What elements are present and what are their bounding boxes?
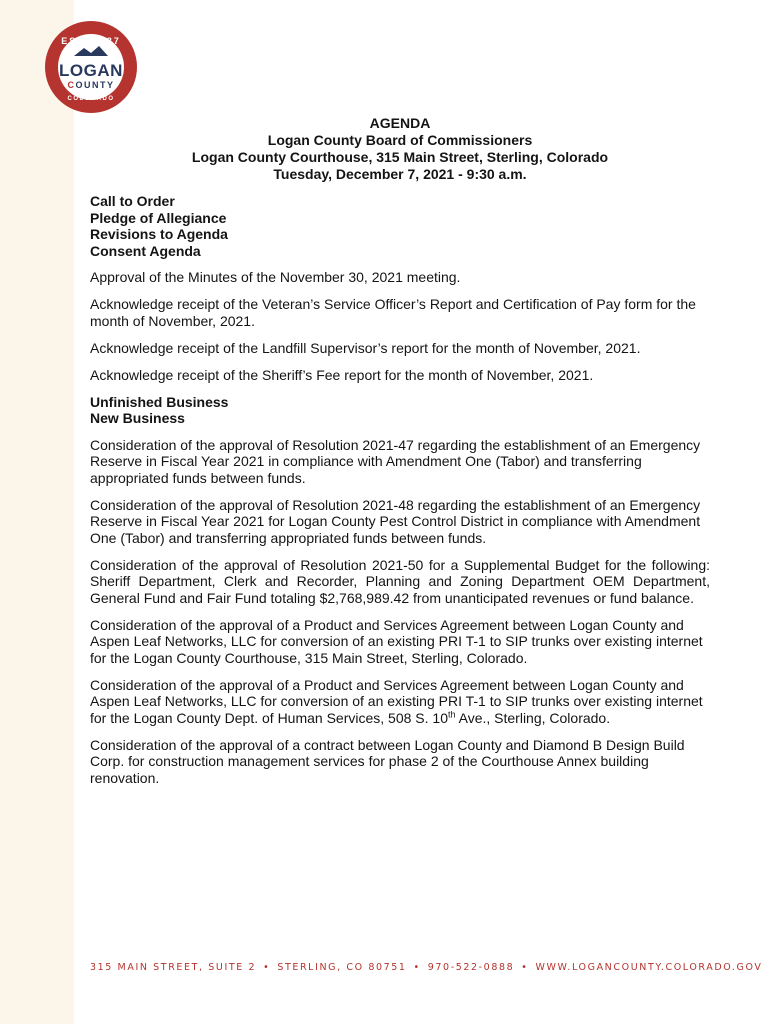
new-business-item: Consideration of the approval of Resolution 2021-50 for a Supplemental Budget for the following: Sheriff Department, Clerk and Recorder, Planning and Zoning Department OEM Department, General Fund and Fair Fund totaling $2,768,989.42 from unanticipated revenues or fund balance. <box>90 556 710 606</box>
new-business-item: Consideration of the approval of a Product and Services Agreement between Logan County and Aspen Leaf Networks, LLC for conversion of an existing PRI T-1 to SIP trunks over existing internet for the Logan County Courthouse, 315 Main Street, Sterling, Colorado. <box>90 616 703 666</box>
agenda-body <box>90 193 710 797</box>
logo-est-text: EST. 1887 <box>61 36 121 46</box>
consent-item: Acknowledge receipt of the Veteran’s Service Officer’s Report and Certification of Pay form for the month of November, 2021. <box>90 296 696 329</box>
new-business-item: Consideration of the approval of a Product and Services Agreement between Logan County and Aspen Leaf Networks, LLC for conversion of an existing PRI T-1 to SIP trunks over existing internet for the Logan County Dept. of Human Services, 508 S. 10th Ave., Sterling, Colorado. <box>90 676 703 726</box>
opening-sections <box>90 193 710 259</box>
unfinished-business-heading: Unfinished Business <box>90 393 229 410</box>
consent-item: Acknowledge receipt of the Sheriff’s Fee report for the month of November, 2021. <box>90 366 594 383</box>
footer-contact <box>90 962 763 973</box>
business-sections <box>90 394 710 427</box>
agenda-header <box>90 115 710 183</box>
logo-name: LOGAN <box>59 61 123 80</box>
footer-separator: • <box>263 962 271 973</box>
meeting-datetime: Tuesday, December 7, 2021 - 9:30 a.m. <box>273 166 527 182</box>
consent-item: Acknowledge receipt of the Landfill Supervisor’s report for the month of November, 2021. <box>90 339 641 356</box>
call-to-order: Call to Order <box>90 193 175 209</box>
agenda-title: AGENDA <box>369 115 431 131</box>
new-business-item: Consideration of the approval of Resolution 2021-47 regarding the establishment of an Emergency Reserve in Fiscal Year 2021 in compliance with Amendment One (Tabor) and transferring appropriated funds between funds. <box>90 436 701 486</box>
pledge-of-allegiance: Pledge of Allegiance <box>90 209 227 226</box>
consent-item: Approval of the Minutes of the November 30, 2021 meeting. <box>90 269 461 285</box>
footer-city: STERLING, CO 80751 <box>277 962 407 973</box>
footer-phone: 970-522-0888 <box>427 962 515 973</box>
logo-state-text: COLORADO <box>67 96 115 102</box>
new-business-heading: New Business <box>90 410 185 426</box>
footer-separator: • <box>521 962 529 973</box>
new-business-item: Consideration of the approval of a contract between Logan County and Diamond B Design Build Corp. for construction management services for phase 2 of the Courthouse Annex building renovation. <box>90 736 685 786</box>
footer-separator: • <box>413 962 421 973</box>
logan-county-logo <box>44 20 138 114</box>
meeting-location: Logan County Courthouse, 315 Main Street, Sterling, Colorado <box>191 149 609 165</box>
board-name: Logan County Board of Commissioners <box>267 132 533 148</box>
revisions-to-agenda: Revisions to Agenda <box>90 226 228 242</box>
new-business-item: Consideration of the approval of Resolution 2021-48 regarding the establishment of an Emergency Reserve in Fiscal Year 2021 for Logan County Pest Control District in compliance with Amendment One (Tabor) and transferring appropriated funds between funds. <box>90 496 701 546</box>
logo-county: COUNTY <box>67 80 115 90</box>
footer-website: WWW.LOGANCOUNTY.COLORADO.GOV <box>535 962 763 973</box>
side-band <box>0 0 74 1024</box>
consent-agenda-heading: Consent Agenda <box>90 242 201 259</box>
footer-address: 315 MAIN STREET, SUITE 2 <box>90 962 257 973</box>
